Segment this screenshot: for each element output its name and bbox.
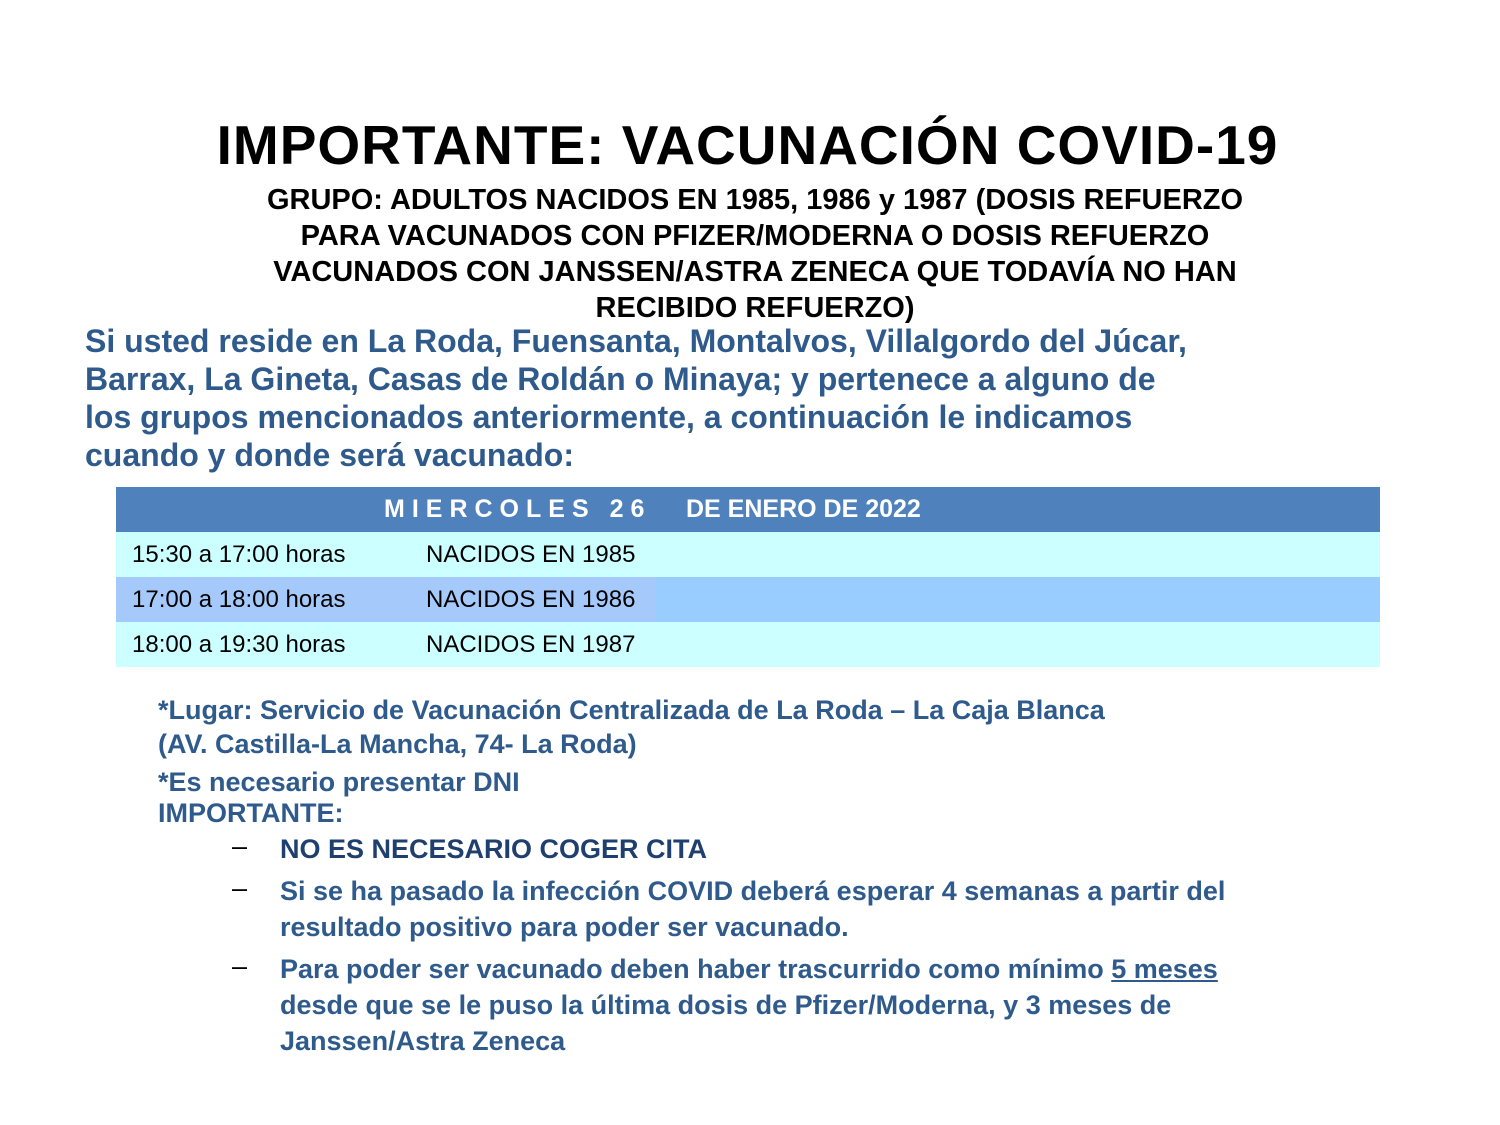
important-list (232, 831, 1432, 1065)
bullet-text-part: Para poder ser vacunado deben haber trascurrido como mínimo (280, 954, 1112, 984)
place-line: *Lugar: Servicio de Vacunación Centralizada de La Roda – La Caja Blanca (158, 695, 1105, 725)
schedule-day: MIERCOLES 26 (384, 495, 652, 523)
dash-bullet: – (232, 951, 248, 981)
group-subtitle (140, 182, 1370, 326)
row-time: 17:00 a 18:00 horas (132, 586, 346, 613)
intro-line: los grupos mencionados anteriormente, a continuación le indicamos (85, 399, 1133, 435)
row-group: NACIDOS EN 1986 (426, 586, 636, 613)
table-row (116, 577, 1380, 622)
main-title: IMPORTANTE: VACUNACIÓN COVID-19 (216, 114, 1279, 176)
subtitle-line: PARA VACUNADOS CON PFIZER/MODERNA O DOSIS REFUERZO (300, 220, 1210, 252)
list-item (232, 951, 1432, 1059)
row-group: NACIDOS EN 1985 (426, 541, 636, 568)
place-address: (AV. Castilla-La Mancha, 74- La Roda) (158, 729, 637, 759)
bullet-text: NO ES NECESARIO COGER CITA (280, 834, 708, 864)
table-row (116, 622, 1380, 667)
dni-note: *Es necesario presentar DNI (158, 767, 520, 797)
schedule-header (116, 487, 1380, 532)
important-heading: IMPORTANTE: (158, 798, 344, 828)
intro-paragraph (85, 322, 1465, 474)
schedule-table (116, 487, 1380, 667)
bullet-text: resultado positivo para poder ser vacunado. (280, 912, 849, 942)
list-item (232, 831, 1432, 867)
intro-line: Si usted reside en La Roda, Fuensanta, Montalvos, Villalgordo del Júcar, (85, 323, 1187, 359)
table-row (116, 532, 1380, 577)
subtitle-line: RECIBIDO REFUERZO) (595, 292, 915, 324)
bullet-text: desde que se le puso la última dosis de Pfizer/Moderna, y 3 meses de (280, 990, 1172, 1020)
underlined-term: 5 meses (1111, 954, 1218, 984)
list-item (232, 873, 1432, 945)
bullet-text: Si se ha pasado la infección COVID deberá esperar 4 semanas a partir del (280, 876, 1226, 906)
row-time: 15:30 a 17:00 horas (132, 541, 346, 568)
dash-bullet: – (232, 873, 248, 903)
notes-section (158, 693, 1408, 827)
row-time: 18:00 a 19:30 horas (132, 631, 346, 658)
dash-bullet: – (232, 831, 248, 861)
subtitle-line: VACUNADOS CON JANSSEN/ASTRA ZENECA QUE TODAVÍA NO HAN (273, 256, 1237, 288)
intro-line: cuando y donde será vacunado: (85, 437, 574, 473)
bullet-text: Janssen/Astra Zeneca (280, 1026, 566, 1056)
intro-line: Barrax, La Gineta, Casas de Roldán o Minaya; y pertenece a alguno de (85, 361, 1156, 397)
row-group: NACIDOS EN 1987 (426, 631, 636, 658)
schedule-date: DE ENERO DE 2022 (686, 495, 921, 523)
bullet-text (280, 951, 1432, 987)
subtitle-line: GRUPO: ADULTOS NACIDOS EN 1985, 1986 y 1987 (DOSIS REFUERZO (266, 184, 1244, 216)
